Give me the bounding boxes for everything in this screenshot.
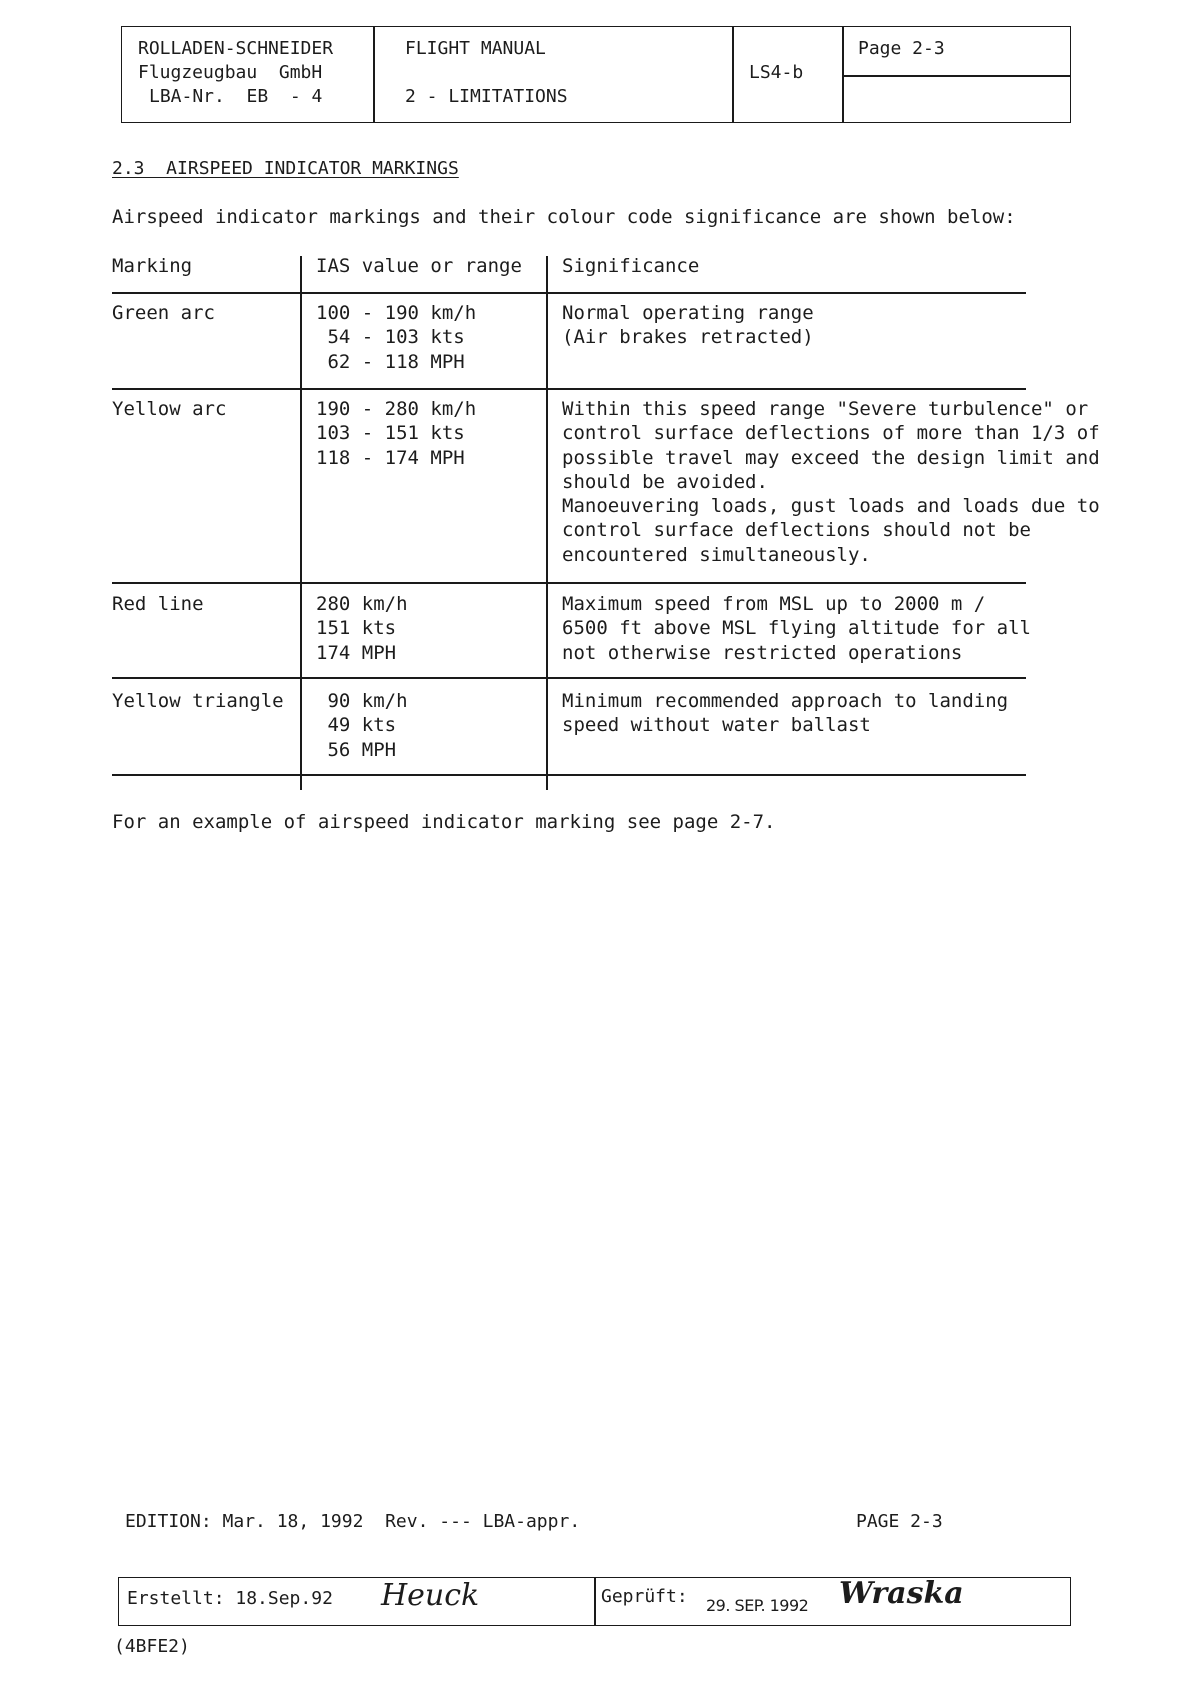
approval-box — [118, 1577, 1071, 1626]
table-row-marking: Yellow triangle — [112, 690, 284, 712]
intro-text: Airspeed indicator markings and their colour code significance are shown below: — [112, 206, 1016, 228]
table-header-marking: Marking — [112, 255, 193, 277]
edition-info: EDITION: Mar. 18, 1992 Rev. --- LBA-appr. — [125, 1511, 581, 1532]
header-divider — [373, 27, 375, 122]
created-label: Erstellt: 18.Sep.92 — [127, 1588, 333, 1609]
page-label: Page 2-3 — [858, 38, 945, 59]
table-row-marking: Green arc — [112, 302, 215, 324]
table-row-divider — [112, 582, 1026, 584]
table-row-divider — [112, 677, 1026, 679]
table-row-values: 190 - 280 km/h 103 - 151 kts 118 - 174 MPH — [316, 398, 477, 469]
company-type: Flugzeugbau GmbH — [138, 62, 323, 83]
table-row-significance: Minimum recommended approach to landing speed without water ballast — [562, 690, 1009, 737]
aircraft-model: LS4-b — [749, 62, 804, 83]
header-divider — [843, 75, 1070, 77]
footer-page-number: PAGE 2-3 — [856, 1511, 943, 1532]
chapter-title: 2 - LIMITATIONS — [405, 86, 568, 107]
approval-divider — [594, 1578, 596, 1625]
company-name: ROLLADEN-SCHNEIDER — [138, 38, 334, 59]
table-header-ias: IAS value or range — [316, 255, 522, 277]
form-code: (4BFE2) — [114, 1636, 190, 1657]
checked-signature: Wraska — [839, 1576, 964, 1611]
table-row-divider — [112, 388, 1026, 390]
manual-title: FLIGHT MANUAL — [405, 38, 546, 59]
table-column-divider — [546, 256, 548, 790]
table-row-significance: Within this speed range "Severe turbulence" or control surface deflections of more than 1/3 of possible travel may exceed the design limit and should be avoided. Manoeuvering loads, gust loads and loads due to control surface deflections should not be encountered simultaneously. — [562, 398, 1100, 566]
lba-number: LBA-Nr. EB - 4 — [149, 86, 323, 107]
table-column-divider — [300, 256, 302, 790]
section-title: 2.3 AIRSPEED INDICATOR MARKINGS — [112, 158, 459, 179]
document-header — [121, 26, 1071, 123]
checked-label: Geprüft: — [601, 1586, 688, 1607]
checked-date-stamp: 29. SEP. 1992 — [706, 1596, 809, 1615]
table-row-marking: Red line — [112, 593, 204, 615]
table-row-significance: Normal operating range (Air brakes retracted) — [562, 302, 814, 349]
table-row-values: 280 km/h 151 kts 174 MPH — [316, 593, 408, 664]
reference-note: For an example of airspeed indicator marking see page 2-7. — [112, 811, 776, 833]
table-header-significance: Significance — [562, 255, 700, 277]
table-row-divider — [112, 774, 1026, 776]
table-row-values: 90 km/h 49 kts 56 MPH — [327, 690, 408, 761]
created-signature: Heuck — [381, 1578, 480, 1613]
table-row-values: 100 - 190 km/h 54 - 103 kts 62 - 118 MPH — [316, 302, 477, 373]
table-row-divider — [112, 292, 1026, 294]
header-divider — [732, 27, 734, 122]
table-row-significance: Maximum speed from MSL up to 2000 m / 6500 ft above MSL flying altitude for all not otherwise restricted operations — [562, 593, 1031, 664]
table-row-marking: Yellow arc — [112, 398, 227, 420]
